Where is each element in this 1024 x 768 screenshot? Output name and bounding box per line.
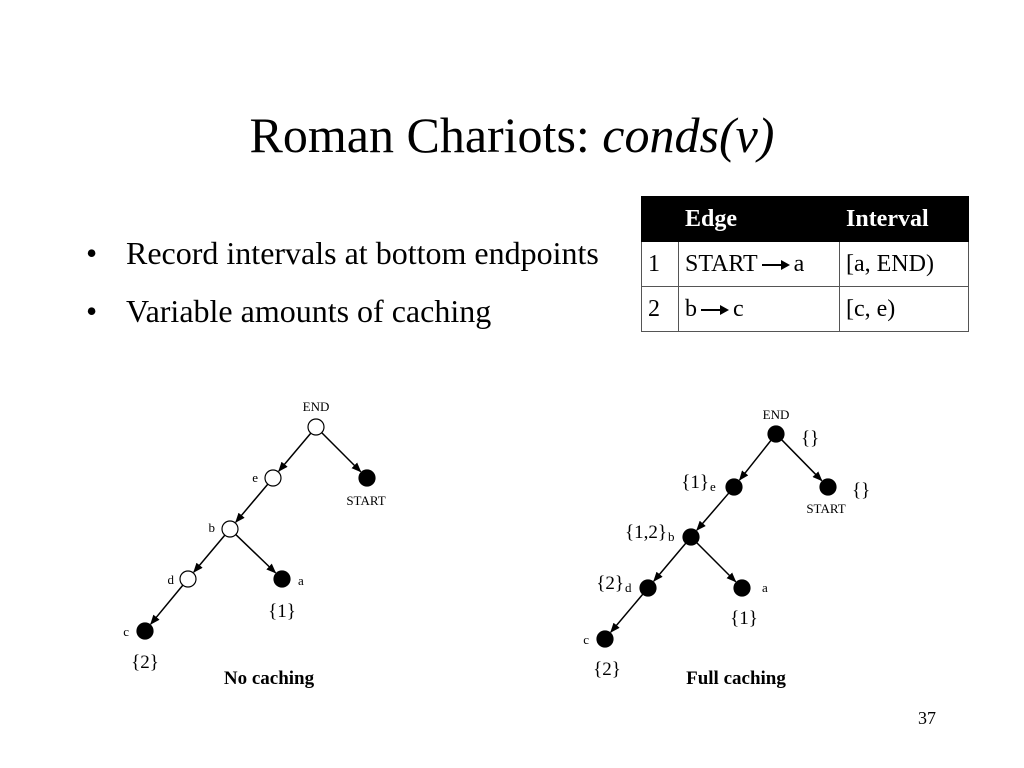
tree-node-e: [265, 470, 281, 486]
node-label-e: e: [710, 479, 716, 494]
node-set-e: {1}: [681, 472, 709, 493]
tree-edge-b-a: [236, 535, 276, 573]
full-caching-tree: [583, 407, 870, 680]
row-index: 2: [642, 287, 679, 332]
node-label-c: c: [123, 624, 129, 639]
node-label-c: c: [583, 632, 589, 647]
node-label-END: END: [762, 407, 790, 422]
row-interval: [c, e): [840, 287, 969, 332]
bullet-dot-icon: •: [86, 293, 98, 329]
node-set-c: {2}: [131, 652, 159, 673]
header-interval: Interval: [840, 197, 969, 242]
node-set-b: {1,2}: [625, 522, 667, 543]
tree-edge-END-START: [322, 433, 361, 472]
header-edge: Edge: [679, 197, 840, 242]
node-label-a: a: [762, 580, 768, 595]
title-italic: conds(v): [602, 107, 775, 163]
tree-node-c: [137, 623, 153, 639]
node-label-e: e: [252, 470, 258, 485]
node-label-b: b: [668, 529, 675, 544]
node-label-START: START: [346, 493, 386, 508]
node-label-d: d: [167, 572, 174, 587]
node-set-END: {}: [801, 428, 820, 449]
tree-node-e: [726, 479, 742, 495]
node-set-a: {1}: [268, 601, 296, 622]
node-set-START: {}: [852, 480, 871, 501]
tree-node-a: [734, 580, 750, 596]
tree-edge-d-c: [611, 594, 643, 632]
tree-edge-b-d: [194, 535, 225, 572]
tree-edge-e-b: [236, 484, 268, 522]
tree-node-END: [768, 426, 784, 442]
bullet-text: Variable amounts of caching: [126, 293, 492, 329]
tree-node-START: [820, 479, 836, 495]
tree-edge-d-c: [151, 585, 183, 624]
edge-to: a: [793, 250, 805, 277]
tree-edge-b-d: [654, 543, 686, 581]
edge-from: b: [685, 295, 697, 322]
node-set-d: {2}: [596, 573, 624, 594]
tree-node-d: [640, 580, 656, 596]
tree-node-a: [274, 571, 290, 587]
row-index: 1: [642, 242, 679, 287]
bullet-dot-icon: •: [86, 235, 98, 271]
node-label-d: d: [625, 580, 632, 595]
tree-node-b: [683, 529, 699, 545]
node-set-a: {1}: [730, 608, 758, 629]
tree-node-b: [222, 521, 238, 537]
tree-node-c: [597, 631, 613, 647]
tree-node-d: [180, 571, 196, 587]
node-set-c: {2}: [593, 659, 621, 680]
tree-edge-END-e: [740, 440, 771, 480]
edge-to: c: [733, 295, 744, 322]
tree-edge-END-e: [279, 433, 311, 471]
tree-edge-b-a: [697, 543, 736, 582]
tree-node-END: [308, 419, 324, 435]
full-caching-caption: Full caching: [686, 668, 786, 689]
title-main: Roman Chariots:: [249, 107, 603, 163]
tree-edge-e-b: [697, 493, 729, 530]
bullet-text: Record intervals at bottom endpoints: [126, 235, 599, 271]
edge-from: START: [685, 250, 758, 277]
page-number: 37: [918, 708, 936, 728]
row-interval: [a, END): [840, 242, 969, 287]
node-label-b: b: [208, 520, 215, 535]
node-label-START: START: [806, 501, 846, 516]
tree-node-START: [359, 470, 375, 486]
node-label-END: END: [302, 399, 330, 414]
no-caching-tree: [123, 399, 386, 673]
node-label-a: a: [298, 573, 304, 588]
no-caching-caption: No caching: [223, 668, 315, 689]
